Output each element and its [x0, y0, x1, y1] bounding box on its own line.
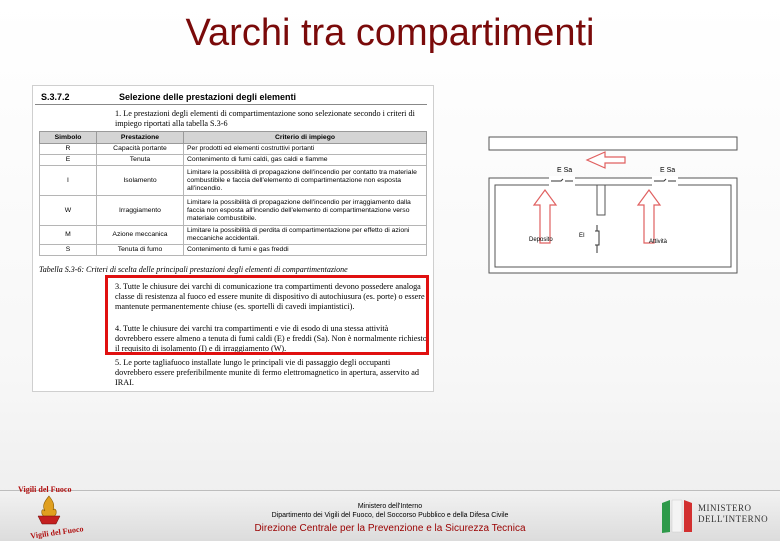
table-cell: Azione meccanica: [97, 226, 184, 245]
table-row: [40, 196, 427, 226]
header-divider: [35, 104, 427, 105]
table-cell: M: [40, 226, 97, 245]
header-symbol: Simbolo: [40, 132, 97, 144]
paragraph-3: 3. Tutte le chiusure dei varchi di comunicazione tra compartimenti devono possedere analoga classe di resistenza al fuoco ed essere munite di dispositivo di autochiusura (es. porte) o essere mantenute permanentemente chiuse (es. sportelli di cavedi impiantistici).: [115, 282, 425, 311]
ministry-text-line2: DELL'INTERNO: [698, 514, 769, 524]
wall-label: EI: [579, 233, 585, 239]
ministry-text-line1: MINISTERO: [698, 503, 752, 513]
door-label-left: E Sa: [557, 167, 573, 174]
slide-title: Varchi tra compartimenti: [185, 12, 595, 54]
table-row: [40, 144, 427, 155]
door-label-right: E Sa: [660, 167, 676, 174]
room-label-right: Attività: [649, 239, 668, 245]
table-cell: Contenimento di fumi e gas freddi: [184, 245, 427, 256]
footer-ministry: Ministero dell'Interno: [357, 503, 423, 510]
table-cell: I: [40, 166, 97, 196]
table-cell: Limitare la possibilità di propagazione dell'incendio per contatto tra materiale combustibile e faccia dell'elemento di compartimentazione non esposta all'incendio.: [184, 166, 427, 196]
ministry-text: [698, 503, 768, 525]
inner-outline: [495, 185, 731, 267]
internal-wall-upper: [597, 185, 605, 215]
vigili-del-fuoco-logo: [18, 485, 84, 541]
ministry-logo: [660, 497, 775, 537]
paragraph-1: 1. Le prestazioni degli elementi di compartimentazione sono selezionate secondo i criteri di impiego riportati alla tabella S.3-6: [115, 109, 415, 128]
table-cell: S: [40, 245, 97, 256]
table-cell: R: [40, 144, 97, 155]
highlight-box: [105, 275, 429, 355]
table-cell: E: [40, 155, 97, 166]
table-row: [40, 226, 427, 245]
helmet-icon: [38, 516, 60, 524]
table-row: [40, 166, 427, 196]
room-label-left: Deposito: [529, 237, 553, 243]
table-cell: Per prodotti ed elementi costruttivi portanti: [184, 144, 427, 155]
header-criterion: Criterio di impiego: [184, 132, 427, 144]
table-cell: Contenimento di fumi caldi, gas caldi e fiamme: [184, 155, 427, 166]
criteria-table: [39, 131, 427, 256]
table-cell: Tenuta di fumo: [97, 245, 184, 256]
exit-arrow-icon: [587, 152, 625, 168]
table-cell: Tenuta: [97, 155, 184, 166]
table-cell: Isolamento: [97, 166, 184, 196]
table-row: [40, 155, 427, 166]
table-cell: Limitare la possibilità di perdita di compartimentazione per effetto di azioni meccaniche accidentali.: [184, 226, 427, 245]
paragraph-5: 5. Le porte tagliafuoco installate lungo le principali vie di passaggio degli occupanti dovrebbero essere preferibilmente munite di fermo elettromagnetico in apertura, asservito ad IRAI.: [115, 358, 419, 387]
section-code: S.3.7.2: [41, 92, 70, 102]
top-wall: [489, 137, 737, 150]
footer-department: Dipartimento dei Vigili del Fuoco, del Soccorso Pubblico e della Difesa Civile: [271, 512, 509, 519]
logo-caption: Vigili del Fuoco: [29, 524, 84, 541]
compartment-diagram: [487, 135, 739, 275]
flame-icon: [42, 496, 56, 518]
italy-flag-icon: [660, 497, 694, 535]
table-cell: Irraggiamento: [97, 196, 184, 226]
table-caption: Tabella S.3-6: Criteri di scelta delle principali prestazioni degli elementi di compartimentazione: [39, 265, 348, 274]
table-cell: Limitare la possibilità di propagazione dell'incendio per irraggiamento dalla faccia non esposta all'incendio dell'elemento di compartimentazione verso materiale combustibile.: [184, 196, 427, 226]
header-performance: Prestazione: [97, 132, 184, 144]
footer-directorate: Direzione Centrale per la Prevenzione e la Sicurezza Tecnica: [254, 523, 526, 534]
table-cell: Capacità portante: [97, 144, 184, 155]
logo-text: Vigili del Fuoco: [18, 485, 72, 494]
table-header-row: [40, 132, 427, 144]
paragraph-4: 4. Tutte le chiusure dei varchi tra compartimenti e vie di esodo di una stessa attività dovrebbero essere almeno a tenuta di fumi caldi (E) e freddi (Sa). Non è normalmente richiesto il requisito di isolamento (I) e di irraggiamento (W).: [115, 324, 427, 353]
section-heading: Selezione delle prestazioni degli elementi: [119, 92, 297, 102]
table-cell: W: [40, 196, 97, 226]
table-row: [40, 245, 427, 256]
